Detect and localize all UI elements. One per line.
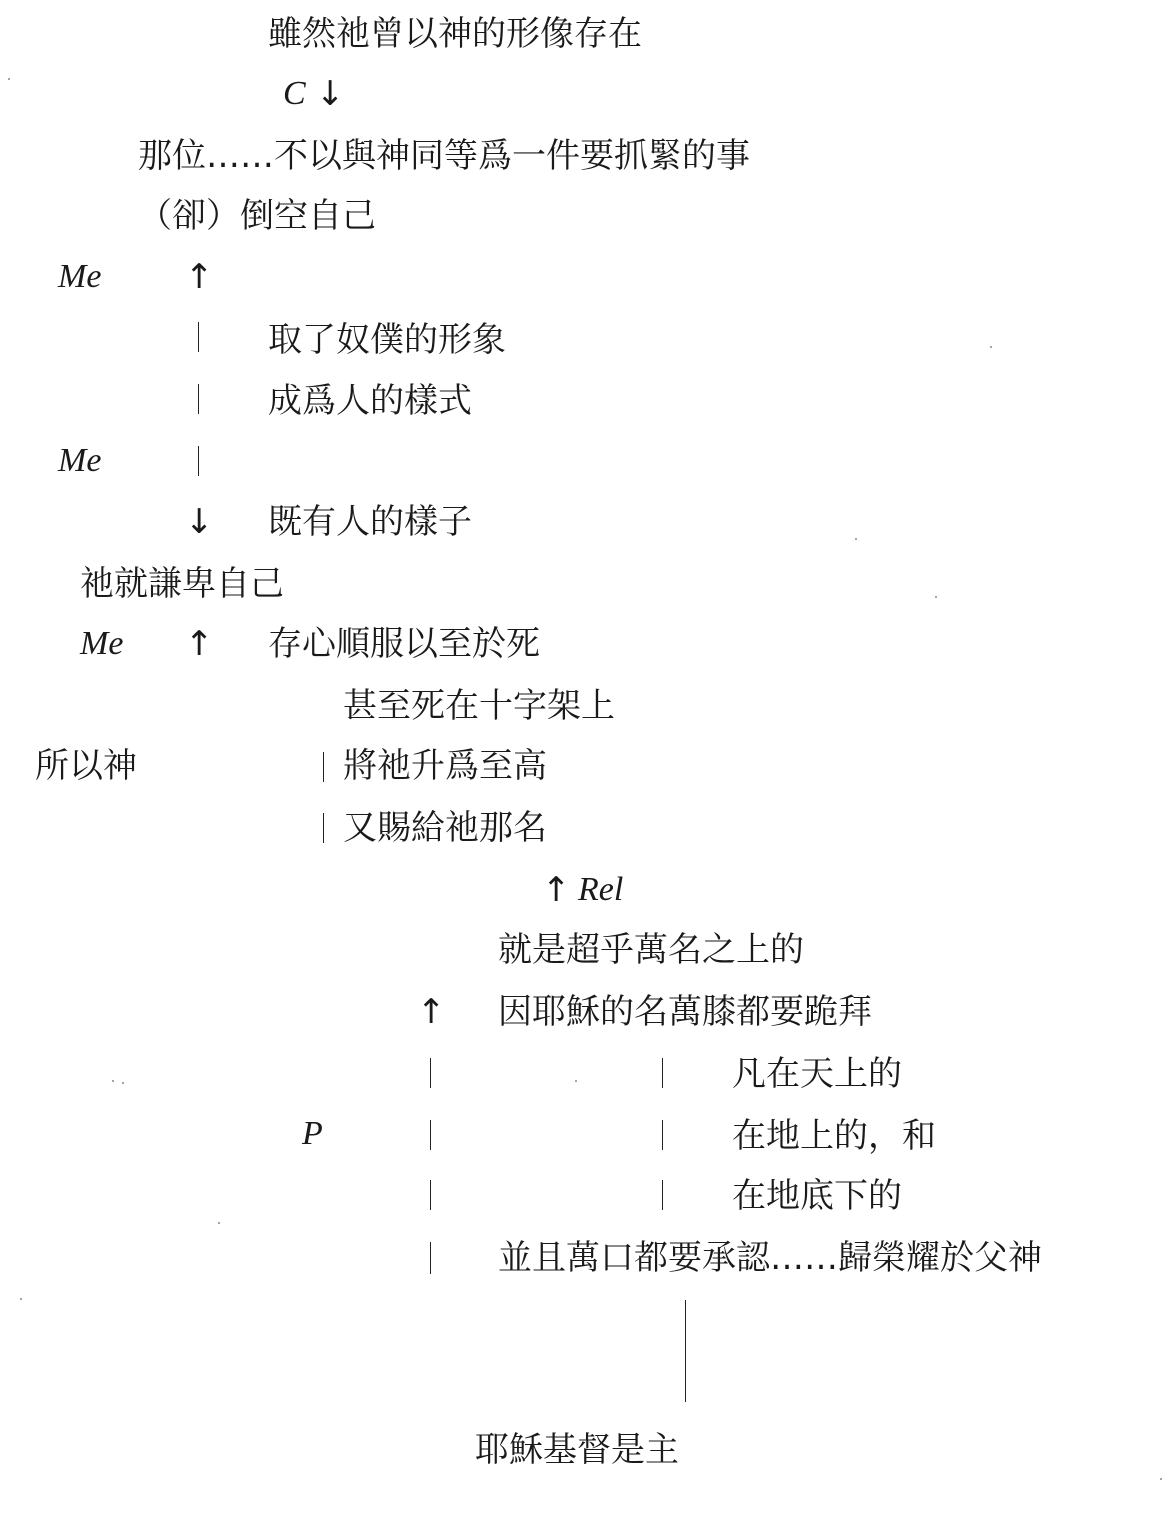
speck bbox=[1160, 1478, 1162, 1480]
bracket-line bbox=[198, 322, 199, 352]
speck bbox=[8, 78, 10, 80]
line-9: 甚至死在十字架上 bbox=[343, 686, 615, 726]
line-19: 耶穌基督是主 bbox=[475, 1430, 679, 1470]
speck bbox=[20, 1298, 22, 1300]
line-15: 凡在天上的 bbox=[732, 1054, 902, 1094]
line-11: 將祂升爲至高 bbox=[343, 746, 547, 786]
line-6: 既有人的樣子 bbox=[268, 502, 472, 542]
line-12: 又賜給祂那名 bbox=[343, 808, 547, 848]
bracket-line bbox=[323, 813, 324, 843]
line-2: 那位……不以與神同等爲一件要抓緊的事 bbox=[138, 136, 750, 176]
line-18: 並且萬口都要承認……歸榮耀於父神 bbox=[498, 1238, 1042, 1278]
arrow-down-icon: ↓ bbox=[185, 502, 214, 542]
speck bbox=[122, 1082, 124, 1084]
bracket-line bbox=[430, 1242, 431, 1274]
arrow-up-icon: ↑ bbox=[417, 992, 446, 1032]
arrow-up-icon: ↑ bbox=[185, 257, 214, 297]
bracket-line bbox=[430, 1120, 431, 1150]
bracket-line bbox=[430, 1058, 431, 1088]
label-me-1: Me bbox=[58, 258, 102, 295]
speck bbox=[935, 596, 937, 598]
bracket-line bbox=[430, 1180, 431, 1210]
speck bbox=[990, 346, 992, 348]
bracket-line bbox=[662, 1180, 663, 1210]
label-p: P bbox=[302, 1115, 323, 1152]
label-me-2: Me bbox=[58, 442, 102, 479]
arrow-down-icon: ↓ bbox=[316, 74, 345, 114]
speck bbox=[112, 1080, 114, 1082]
line-10: 所以神 bbox=[35, 746, 137, 786]
line-8: 存心順服以至於死 bbox=[268, 624, 540, 664]
bracket-line bbox=[662, 1120, 663, 1150]
line-3: （卻）倒空自己 bbox=[138, 196, 376, 236]
line-4: 取了奴僕的形象 bbox=[268, 320, 506, 360]
arrow-up-icon: ↑ bbox=[185, 624, 214, 664]
label-rel: Rel bbox=[578, 871, 624, 908]
line-5: 成爲人的樣式 bbox=[268, 381, 472, 421]
bracket-line bbox=[662, 1058, 663, 1088]
speck bbox=[575, 1080, 577, 1082]
connector-line bbox=[685, 1300, 686, 1402]
bracket-line bbox=[198, 446, 199, 476]
line-16: 在地上的，和 bbox=[732, 1116, 936, 1156]
speck bbox=[218, 1222, 220, 1224]
line-1: 雖然祂曾以神的形像存在 bbox=[268, 14, 642, 54]
line-7: 祂就謙卑自己 bbox=[80, 564, 284, 604]
label-c: C bbox=[283, 75, 306, 112]
bracket-line bbox=[323, 752, 324, 782]
bracket-line bbox=[198, 384, 199, 414]
line-13: 就是超乎萬名之上的 bbox=[498, 930, 804, 970]
speck bbox=[855, 538, 857, 540]
line-14: 因耶穌的名萬膝都要跪拜 bbox=[498, 992, 872, 1032]
label-me-3: Me bbox=[80, 625, 124, 662]
arrow-up-icon: ↑ bbox=[542, 870, 571, 910]
line-17: 在地底下的 bbox=[732, 1176, 902, 1216]
